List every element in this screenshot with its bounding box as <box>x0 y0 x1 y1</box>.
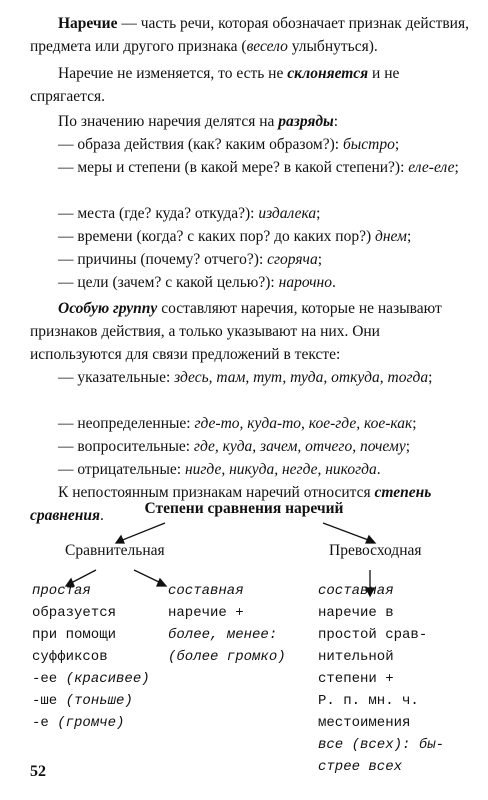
category-example: издалека <box>258 205 317 222</box>
category-tail: ; <box>317 251 323 268</box>
categories-intro-text: По значению наречия делятся на <box>58 113 279 130</box>
category-example: еле-еле <box>408 159 455 176</box>
term-categories: разряды <box>278 113 334 130</box>
pronominal-tail: ; <box>428 369 433 386</box>
superlative-line: степени + <box>318 671 394 687</box>
category-tail: . <box>332 274 336 291</box>
superlative-compound-block <box>318 580 444 778</box>
pronominal-examples: где, куда, зачем, отчего, почему <box>193 438 406 455</box>
pronominal-label: — вопросительные: <box>58 438 194 455</box>
pronominal-examples: нигде, никуда, негде, никогда <box>184 461 377 478</box>
superlative-example: все (всех): бы- <box>318 737 445 753</box>
category-label: — меры и степени (в какой мере? в какой степени?): <box>58 159 409 176</box>
superlative-example: стрее всех <box>318 759 403 775</box>
invariability-text-end: и не спрягается. <box>30 65 400 105</box>
term-declines: склоняется <box>287 65 369 82</box>
degrees-note-tail: . <box>100 507 104 524</box>
category-example: днем <box>375 228 407 245</box>
category-tail: ; <box>316 205 321 222</box>
page-number: 52 <box>30 763 46 780</box>
pronominal-label: — неопределенные: <box>58 415 195 432</box>
suffix: -ше <box>32 693 66 709</box>
superlative-line: местоимения <box>318 715 411 731</box>
suffix: -е <box>32 715 58 731</box>
invariability-text: Наречие не изменяется, то есть не <box>58 65 288 82</box>
simple-comparative-block <box>32 580 150 734</box>
category-example: быстро <box>342 136 395 153</box>
superlative-line: Р. п. мн. ч. <box>318 693 419 709</box>
term-degrees: степень сравнения <box>30 484 432 524</box>
superlative-head: составная <box>318 583 394 599</box>
special-group-text: составляют наречия, которые не называют признаков действия, а только указывают на них. Они используются для связи предложений в тексте: <box>30 300 442 363</box>
superlative-line: нительной <box>318 649 394 665</box>
category-label: — причины (почему? отчего?): <box>58 251 268 268</box>
simple-line: образуется <box>32 605 117 621</box>
suffix-row <box>32 690 150 712</box>
simple-line: суффиксов <box>32 649 108 665</box>
compound-head: составная <box>168 583 244 599</box>
suffix: -ее <box>32 671 66 687</box>
suffix-example: (красивее) <box>65 671 150 687</box>
categories-intro-colon: : <box>333 113 339 130</box>
definition-text-end: улыбнуться). <box>287 38 378 55</box>
superlative-line: простой срав- <box>318 627 428 643</box>
suffix-example: (тоньше) <box>65 693 133 709</box>
compound-example: (более громко) <box>168 649 286 665</box>
suffix-row <box>32 668 150 690</box>
term-special-group: Особую группу <box>58 300 158 317</box>
category-tail: ; <box>454 159 459 176</box>
pronominal-tail: ; <box>412 415 417 432</box>
category-tail: ; <box>394 136 400 153</box>
category-label: — цели (зачем? с какой целью?): <box>58 274 279 291</box>
pronominal-examples: где-то, куда-то, кое-где, кое-как <box>194 415 413 432</box>
category-tail: ; <box>406 228 412 245</box>
category-label: — места (где? куда? откуда?): <box>58 205 259 222</box>
compound-comparative-block <box>168 580 286 668</box>
pronominal-label: — отрицательные: <box>58 461 185 478</box>
definition-example: весело <box>246 38 288 55</box>
category-label: — образа действия (как? каким образом?): <box>58 136 343 153</box>
superlative-line: наречие в <box>318 605 394 621</box>
suffix-example: (громче) <box>57 715 125 731</box>
category-label: — времени (когда? с каких пор? до каких пор?) <box>58 228 376 245</box>
simple-line: при помощи <box>32 627 117 643</box>
compound-words: более, менее: <box>168 627 278 643</box>
simple-head: простая <box>32 583 91 599</box>
pronominal-label: — указательные: <box>58 369 175 386</box>
pronominal-examples: здесь, там, тут, туда, откуда, тогда <box>174 369 429 386</box>
comparative-label: Сравнительная <box>65 542 165 559</box>
category-example: нарочно <box>278 274 332 291</box>
definition-text: — часть речи, которая обозначает признак действия, предмета или другого признака ( <box>30 15 469 55</box>
compound-line: наречие + <box>168 605 244 621</box>
superlative-label: Превосходная <box>329 542 422 559</box>
pronominal-tail: ; <box>405 438 411 455</box>
suffix-row <box>32 712 150 734</box>
category-example: сгоряча <box>267 251 318 268</box>
degrees-note-text: К непостоянным признакам наречий относится <box>58 484 375 501</box>
pronominal-tail: . <box>376 461 381 478</box>
term-adverb: Наречие <box>58 15 118 32</box>
scheme-title: Степени сравнения наречий <box>144 500 344 517</box>
